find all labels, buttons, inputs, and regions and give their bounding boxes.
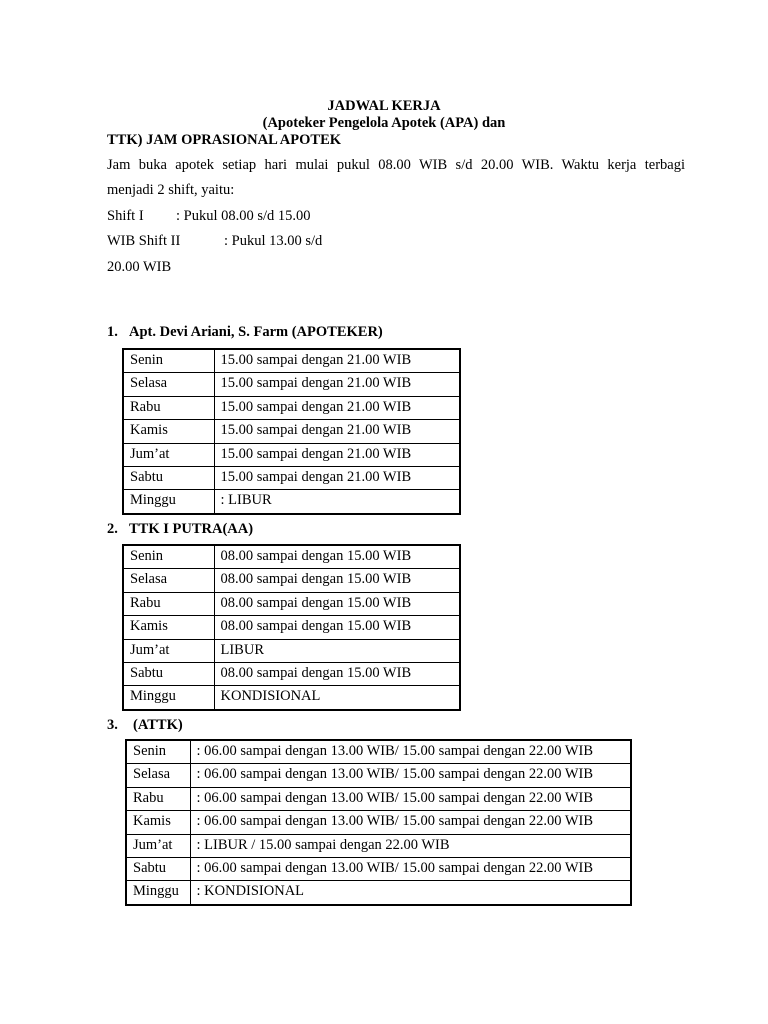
section-3-heading [107, 716, 183, 734]
day-cell: Rabu [126, 787, 190, 810]
day-cell: Selasa [126, 764, 190, 787]
table-row [126, 834, 631, 857]
time-cell: 15.00 sampai dengan 21.00 WIB [214, 373, 460, 396]
time-cell: LIBUR [214, 639, 460, 662]
table-row [123, 490, 460, 514]
table-row [126, 857, 631, 880]
table-row [123, 639, 460, 662]
day-cell: Senin [123, 349, 214, 373]
table-row [123, 592, 460, 615]
day-cell: Sabtu [123, 466, 214, 489]
day-cell: Minggu [123, 686, 214, 710]
section-2-number: 2. [107, 521, 118, 537]
schedule-table-1 [122, 348, 461, 515]
table-row [123, 420, 460, 443]
time-cell: : 06.00 sampai dengan 13.00 WIB/ 15.00 sampai dengan 22.00 WIB [190, 740, 631, 764]
day-cell: Jum’at [123, 443, 214, 466]
table-row [126, 787, 631, 810]
time-cell: 15.00 sampai dengan 21.00 WIB [214, 396, 460, 419]
day-cell: Minggu [126, 881, 190, 905]
shift-1-label: Shift I [107, 208, 144, 224]
time-cell: 15.00 sampai dengan 21.00 WIB [214, 420, 460, 443]
time-cell: : 06.00 sampai dengan 13.00 WIB/ 15.00 sampai dengan 22.00 WIB [190, 811, 631, 834]
table-row [126, 811, 631, 834]
day-cell: Selasa [123, 569, 214, 592]
time-cell: : LIBUR [214, 490, 460, 514]
table-row [123, 545, 460, 569]
time-cell: : 06.00 sampai dengan 13.00 WIB/ 15.00 sampai dengan 22.00 WIB [190, 787, 631, 810]
shift-1-row [107, 207, 311, 225]
time-cell: 08.00 sampai dengan 15.00 WIB [214, 662, 460, 685]
document-title: JADWAL KERJA [327, 98, 441, 114]
time-cell: : 06.00 sampai dengan 13.00 WIB/ 15.00 sampai dengan 22.00 WIB [190, 764, 631, 787]
table-row [123, 569, 460, 592]
table-row [126, 881, 631, 905]
day-cell: Selasa [123, 373, 214, 396]
shift-1-value: : Pukul 08.00 s/d 15.00 [176, 208, 311, 224]
section-2-name: TTK I PUTRA(AA) [129, 521, 254, 537]
table-row [123, 616, 460, 639]
document-subtitle: (Apoteker Pengelola Apotek (APA) dan [262, 115, 506, 131]
day-cell: Rabu [123, 592, 214, 615]
section-1-heading [107, 323, 383, 341]
time-cell: 08.00 sampai dengan 15.00 WIB [214, 592, 460, 615]
day-cell: Jum’at [126, 834, 190, 857]
section-1-number: 1. [107, 324, 118, 340]
time-cell: : KONDISIONAL [190, 881, 631, 905]
day-cell: Kamis [123, 616, 214, 639]
time-cell: 15.00 sampai dengan 21.00 WIB [214, 443, 460, 466]
shift-2-value: : Pukul 13.00 s/d [224, 233, 323, 249]
table-row [123, 443, 460, 466]
time-cell: 08.00 sampai dengan 15.00 WIB [214, 545, 460, 569]
day-cell: Sabtu [123, 662, 214, 685]
schedule-table-2 [122, 544, 461, 711]
schedule-table-3 [125, 739, 632, 906]
time-cell: 15.00 sampai dengan 21.00 WIB [214, 466, 460, 489]
section-title: TTK) JAM OPRASIONAL APOTEK [107, 132, 342, 148]
intro-line-1: Jam buka apotek setiap hari mulai pukul 08.00 WIB s/d 20.00 WIB. Waktu kerja terbagi [107, 157, 685, 173]
table-row [123, 349, 460, 373]
day-cell: Rabu [123, 396, 214, 419]
day-cell: Senin [123, 545, 214, 569]
intro-line-2: menjadi 2 shift, yaitu: [107, 182, 235, 198]
day-cell: Kamis [126, 811, 190, 834]
day-cell: Minggu [123, 490, 214, 514]
table-row [123, 662, 460, 685]
table-row [126, 764, 631, 787]
section-3-name: (ATTK) [133, 717, 183, 733]
day-cell: Sabtu [126, 857, 190, 880]
section-1-name: Apt. Devi Ariani, S. Farm (APOTEKER) [129, 324, 383, 340]
time-cell: 15.00 sampai dengan 21.00 WIB [214, 349, 460, 373]
day-cell: Kamis [123, 420, 214, 443]
intro-line-5: 20.00 WIB [107, 259, 172, 275]
table-row [123, 373, 460, 396]
time-cell: 08.00 sampai dengan 15.00 WIB [214, 569, 460, 592]
shift-2-label: WIB Shift II [107, 233, 181, 249]
day-cell: Jum’at [123, 639, 214, 662]
table-row [126, 740, 631, 764]
day-cell: Senin [126, 740, 190, 764]
time-cell: : 06.00 sampai dengan 13.00 WIB/ 15.00 sampai dengan 22.00 WIB [190, 857, 631, 880]
table-row [123, 466, 460, 489]
shift-2-row [107, 232, 322, 250]
time-cell: : LIBUR / 15.00 sampai dengan 22.00 WIB [190, 834, 631, 857]
time-cell: 08.00 sampai dengan 15.00 WIB [214, 616, 460, 639]
time-cell: KONDISIONAL [214, 686, 460, 710]
section-2-heading [107, 520, 253, 538]
section-3-number: 3. [107, 717, 118, 733]
table-row [123, 396, 460, 419]
table-row [123, 686, 460, 710]
